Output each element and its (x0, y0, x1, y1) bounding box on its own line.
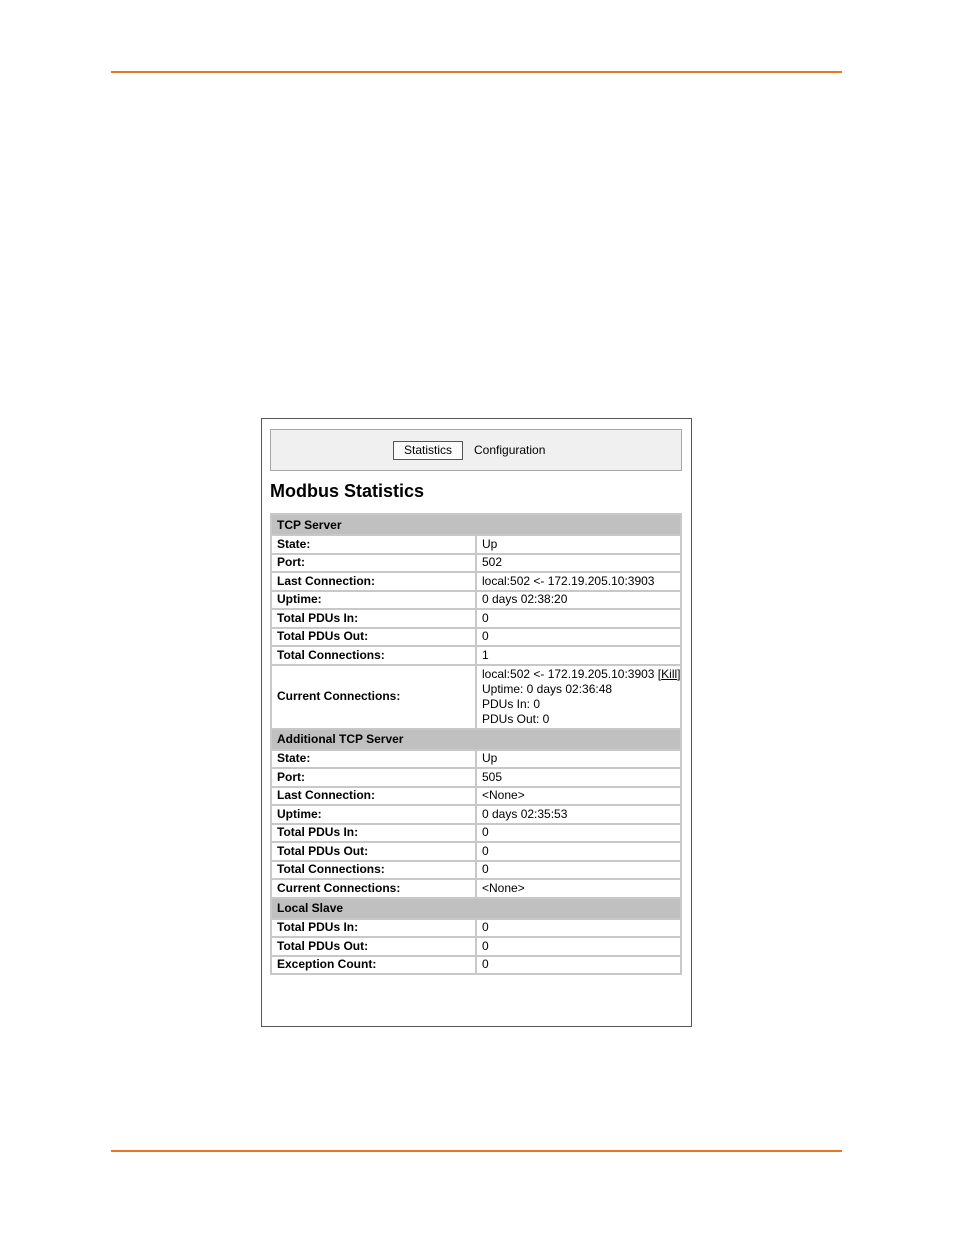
row-label: Last Connection: (272, 788, 475, 805)
table-row (272, 862, 680, 879)
row-label: Total PDUs Out: (272, 938, 475, 955)
row-label: Total Connections: (272, 862, 475, 879)
row-value: 1 (477, 647, 680, 664)
row-label: Current Connections: (272, 880, 475, 897)
modbus-statistics-screenshot (261, 418, 692, 1027)
table-row (272, 938, 680, 955)
page-title: Modbus Statistics (270, 481, 425, 501)
row-label: Total PDUs In: (272, 825, 475, 842)
row-label: Uptime: (272, 592, 475, 609)
row-label: Port: (272, 555, 475, 572)
row-label: Total PDUs Out: (272, 629, 475, 646)
table-row (272, 751, 680, 768)
table-row (272, 788, 680, 805)
section-heading-additional-tcp-server: Additional TCP Server (272, 730, 680, 749)
row-value: Up (477, 751, 680, 768)
table-row (272, 880, 680, 897)
nav-bar (270, 429, 682, 471)
footer-rule (111, 1150, 842, 1152)
row-value: 0 days 02:38:20 (477, 592, 680, 609)
table-row (272, 843, 680, 860)
row-value: 0 (477, 862, 680, 879)
row-value: local:502 <- 172.19.205.10:3903 (477, 573, 680, 590)
row-label: State: (272, 751, 475, 768)
row-value: 0 (477, 610, 680, 627)
row-label: Port: (272, 769, 475, 786)
row-label: State: (272, 536, 475, 553)
connection-pdus-in: PDUs In: 0 (482, 696, 541, 711)
table-row (272, 806, 680, 823)
current-connections-value (477, 666, 680, 728)
section-heading-tcp-server: TCP Server (272, 515, 680, 534)
row-label: Total PDUs In: (272, 610, 475, 627)
header-rule (111, 71, 842, 73)
table-row (272, 536, 680, 553)
table-row (272, 610, 680, 627)
table-row (272, 555, 680, 572)
tab-statistics[interactable]: Statistics (393, 441, 463, 460)
connection-text: local:502 <- 172.19.205.10:3903 [ (482, 666, 662, 681)
table-row (272, 825, 680, 842)
section-row (272, 899, 680, 918)
connection-pdus-out: PDUs Out: 0 (482, 711, 550, 726)
row-value: 505 (477, 769, 680, 786)
row-label: Total Connections: (272, 647, 475, 664)
section-row (272, 515, 680, 534)
table-row (272, 592, 680, 609)
row-value: Up (477, 536, 680, 553)
row-value: 0 (477, 843, 680, 860)
row-value: 0 days 02:35:53 (477, 806, 680, 823)
tab-configuration[interactable]: Configuration (474, 443, 546, 457)
table-row (272, 769, 680, 786)
row-value: <None> (477, 880, 680, 897)
row-value: 0 (477, 938, 680, 955)
row-value: 0 (477, 629, 680, 646)
connection-uptime: Uptime: 0 days 02:36:48 (482, 681, 613, 696)
table-row (272, 647, 680, 664)
table-row (272, 629, 680, 646)
table-row (272, 573, 680, 590)
row-label: Total PDUs In: (272, 920, 475, 937)
row-value: 502 (477, 555, 680, 572)
section-heading-local-slave: Local Slave (272, 899, 680, 918)
kill-link[interactable]: Kill (661, 666, 678, 681)
row-label: Exception Count: (272, 957, 475, 974)
row-label: Uptime: (272, 806, 475, 823)
row-label: Total PDUs Out: (272, 843, 475, 860)
table-row (272, 957, 680, 974)
row-value: 0 (477, 825, 680, 842)
section-row (272, 730, 680, 749)
row-value: <None> (477, 788, 680, 805)
connection-bracket: ] (677, 666, 681, 681)
row-label: Last Connection: (272, 573, 475, 590)
row-value: 0 (477, 920, 680, 937)
row-value: 0 (477, 957, 680, 974)
statistics-table (270, 513, 682, 975)
connection-line (482, 667, 680, 682)
row-label: Current Connections: (272, 666, 475, 728)
table-row (272, 666, 680, 728)
table-row (272, 920, 680, 937)
